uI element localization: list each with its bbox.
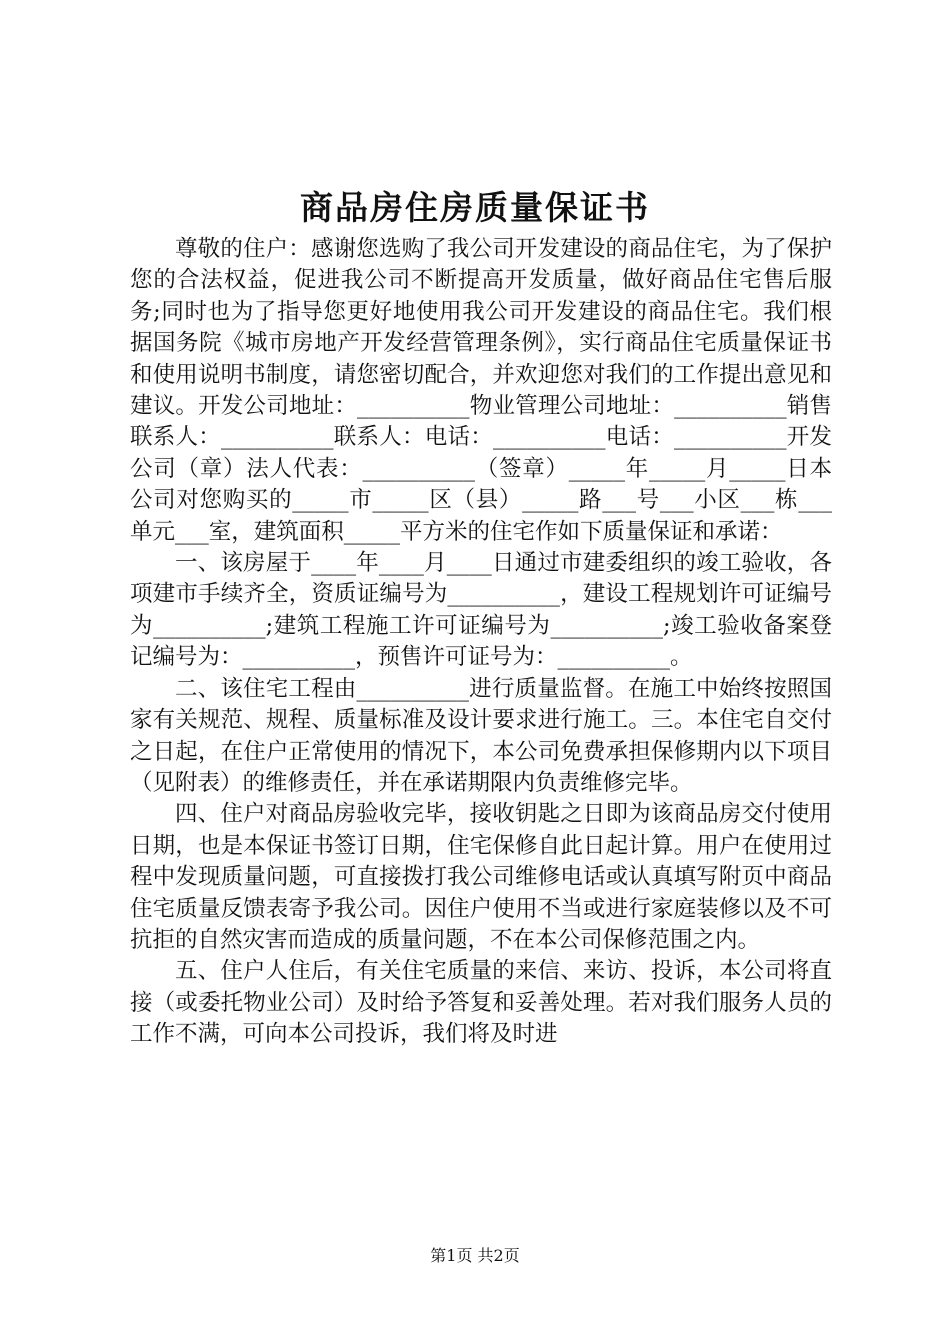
paragraph-clause-5: 五、住户人住后，有关住宅质量的来信、来访、投诉，本公司将直接（或委托物业公司）及时给予答复和妥善处理。若对我们服务人员的工作不满，可向本公司投诉，我们将及时进 [130, 958, 832, 1048]
paragraph-clause-1: 一、该房屋于____年____月____日通过市建委组织的竣工验收，各项建市手续齐全，资质证编号为__________，建设工程规划许可证编号为__________;建筑工程施工许可证编号为__________;竣工验收备案登记编号为：__________，预售许可证号为：__________。 [130, 550, 832, 671]
paragraph-intro: 尊敬的住户：感谢您选购了我公司开发建设的商品住宅，为了保护您的合法权益，促进我公司不断提高开发质量，做好商品住宅售后服务;同时也为了指导您更好地使用我公司开发建设的商品住宅。我们根据国务院《城市房地产开发经营管理条例》，实行商品住宅质量保证书和使用说明书制度，请您密切配合，并欢迎您对我们的工作提出意见和建议。开发公司地址：__________物业管理公司地址：__________销售联系人：__________联系人：电话：__________电话：__________开发公司（章）法人代表：__________（签章）_____年_____月_____日本公司对您购买的_____市_____区（县）_____路___号___小区___栋___单元___室，建筑面积_____平方米的住宅作如下质量保证和承诺： [130, 236, 832, 545]
document-body [130, 234, 832, 1051]
paragraph-clause-2: 二、该住宅工程由__________进行质量监督。在施工中始终按照国家有关规范、规程、质量标准及设计要求进行施工。三。本住宅自交付之日起，在住户正常使用的情况下，本公司免费承担保修期内以下项目（见附表）的维修责任，并在承诺期限内负责维修完毕。 [130, 675, 832, 796]
page-footer [0, 1244, 950, 1268]
paragraph-clause-4: 四、住户对商品房验收完毕，接收钥匙之日即为该商品房交付使用日期，也是本保证书签订日期，住宅保修自此日起计算。用户在使用过程中发现质量问题，可直接拨打我公司维修电话或认真填写附页中商品住宅质量反馈表寄予我公司。因住户使用不当或进行家庭装修以及不可抗拒的自然灾害而造成的质量问题，不在本公司保修范围之内。 [130, 801, 832, 953]
page-indicator: 第1页 共2页 [430, 1246, 520, 1265]
document-title: 商品房住房质量保证书 [300, 188, 650, 227]
